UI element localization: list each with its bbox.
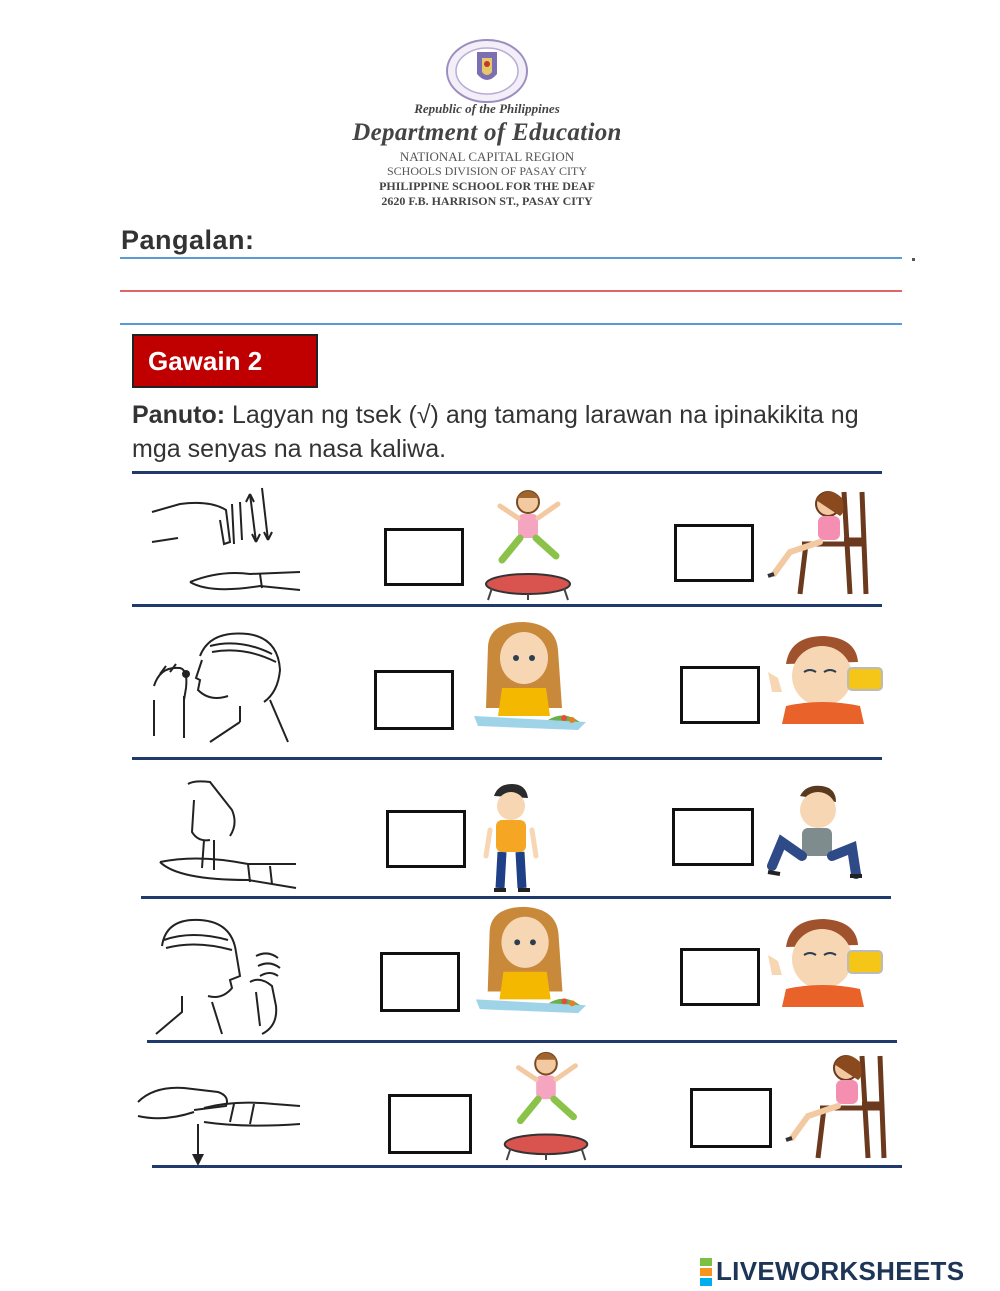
row-3-option-a-checkbox[interactable] bbox=[386, 810, 466, 868]
row-4-option-a-checkbox[interactable] bbox=[380, 952, 460, 1012]
girl-eating-icon bbox=[470, 904, 590, 1016]
liveworksheets-brand: LIVEWORKSHEETS bbox=[716, 1256, 965, 1286]
department-text: Department of Education bbox=[352, 119, 622, 146]
region-text: NATIONAL CAPITAL REGION bbox=[399, 149, 575, 164]
instructions bbox=[132, 398, 892, 466]
address-text: 2620 F.B. HARRISON ST., PASAY CITY bbox=[381, 194, 593, 208]
jump-sign-hand-icon bbox=[150, 482, 302, 598]
row-1-option-a-checkbox[interactable] bbox=[384, 528, 464, 586]
row-3-option-b-checkbox[interactable] bbox=[672, 808, 754, 866]
girl-jumping-trampoline-icon bbox=[480, 484, 576, 602]
row-divider-1 bbox=[132, 604, 882, 607]
division-text: SCHOOLS DIVISION OF PASAY CITY bbox=[386, 164, 588, 178]
row-2-option-a-checkbox[interactable] bbox=[374, 670, 454, 730]
boy-drinking-icon bbox=[764, 632, 894, 724]
liveworksheets-logo[interactable] bbox=[700, 1256, 964, 1287]
instructions-label: Panuto: bbox=[132, 401, 226, 429]
school-text: PHILIPPINE SCHOOL FOR THE DEAF bbox=[379, 179, 595, 193]
republic-text: Republic of the Philippines bbox=[414, 101, 560, 116]
name-input[interactable] bbox=[340, 224, 904, 258]
sit-sign-hand-icon bbox=[134, 1078, 304, 1168]
deped-seal-logo bbox=[444, 38, 530, 104]
row-divider-3 bbox=[141, 896, 891, 899]
row-divider-2 bbox=[132, 757, 882, 760]
name-line-blue-bottom bbox=[120, 323, 902, 325]
instructions-text: Lagyan ng tsek (√) ang tamang larawan na ipinakikita ng mga senyas na nasa kaliwa. bbox=[132, 401, 859, 463]
name-line-red bbox=[120, 290, 902, 292]
liveworksheets-icon bbox=[700, 1257, 712, 1287]
row-divider-top bbox=[132, 471, 882, 474]
row-5-option-b-checkbox[interactable] bbox=[690, 1088, 772, 1148]
boy-drinking-icon bbox=[764, 914, 894, 1008]
boy-sitting-icon bbox=[766, 784, 862, 880]
task-title: Gawain 2 bbox=[148, 345, 263, 376]
row-divider-4 bbox=[147, 1040, 897, 1043]
task-badge bbox=[132, 334, 318, 388]
name-label: Pangalan: bbox=[121, 225, 255, 255]
girl-eating-icon bbox=[468, 620, 590, 732]
row-5-option-a-checkbox[interactable] bbox=[388, 1094, 472, 1154]
stray-dot bbox=[912, 258, 915, 261]
girl-sitting-chair-icon bbox=[766, 482, 870, 598]
row-2-option-b-checkbox[interactable] bbox=[680, 666, 760, 724]
row-1-option-b-checkbox[interactable] bbox=[674, 524, 754, 582]
girl-sitting-chair-icon bbox=[784, 1046, 888, 1162]
stand-sign-hand-icon bbox=[158, 780, 298, 892]
girl-jumping-trampoline-icon bbox=[494, 1046, 598, 1162]
name-line-blue-top bbox=[120, 257, 902, 259]
boy-standing-icon bbox=[482, 784, 540, 894]
drink-sign-person-icon bbox=[140, 626, 296, 744]
eat-sign-person-icon bbox=[152, 916, 298, 1036]
row-4-option-b-checkbox[interactable] bbox=[680, 948, 760, 1006]
